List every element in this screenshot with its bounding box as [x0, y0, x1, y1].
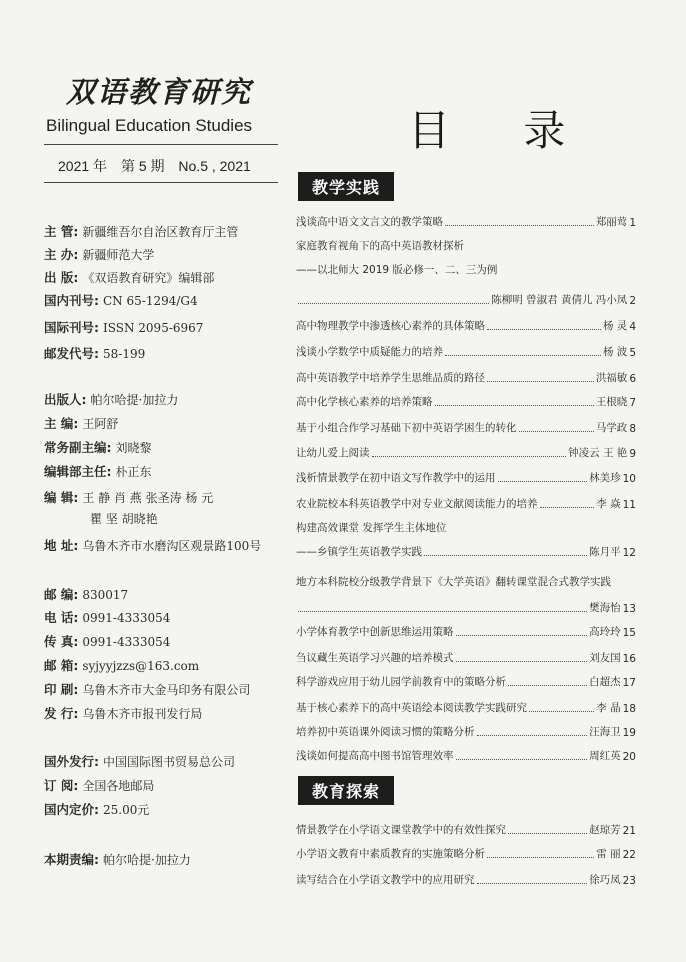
divider [44, 144, 278, 145]
toc-entry [296, 370, 636, 385]
toc-entry-title: 浅谈如何提高高中图书馆管理效率 [296, 750, 454, 762]
issue-en: No.5 , 2021 [178, 158, 251, 174]
toc-leader-dots [487, 329, 601, 330]
toc-entry-title: 情景教学在小学语文课堂教学中的有效性探究 [296, 824, 506, 836]
toc-entry-author: 刘友国 [589, 652, 621, 664]
toc-entry-title: ——以北师大 2019 版必修一、二、三为例 [296, 264, 498, 276]
toc-entry-page: 5 [629, 347, 636, 359]
toc-entry-page: 20 [622, 751, 636, 763]
info-deputy: 常务副主编: 刘晓黎 [44, 440, 152, 455]
info-tel: 电 话: 0991-4333054 [44, 610, 171, 625]
issue-year: 2021 年 [58, 158, 108, 174]
toc-entry-page: 7 [629, 397, 636, 409]
toc-entry-author: 洪福敏 [595, 372, 628, 384]
toc-entry-author: 陈月平 [589, 546, 621, 558]
toc-entry-page: 13 [622, 603, 636, 615]
toc-entry-author: 马学政 [595, 422, 628, 434]
toc-leader-dots [540, 507, 595, 508]
info-dist: 发 行: 乌鲁木齐市报刊发行局 [44, 706, 203, 721]
toc-entry [296, 238, 464, 253]
toc-entry-title: 高中物理教学中渗透核心素养的具体策略 [296, 320, 485, 332]
toc-entry [296, 318, 636, 333]
toc-entry-page: 9 [629, 448, 636, 460]
toc-leader-dots [487, 857, 594, 858]
section-header-teaching-practice: 教学实践 [298, 172, 394, 201]
toc-entry-title: 浅谈高中语文文言文的教学策略 [296, 216, 443, 228]
toc-entry [296, 344, 636, 359]
toc-entry-title: 高中化学核心素养的培养策略 [296, 396, 433, 408]
info-address: 地 址: 乌鲁木齐市水磨沟区观景路100号 [44, 538, 262, 553]
info-director: 编辑部主任: 朴正东 [44, 464, 152, 479]
toc-leader-dots [372, 456, 567, 457]
toc-entry-author: 赵琼芳 [589, 824, 621, 836]
toc-entry-page: 8 [629, 423, 636, 435]
info-sponsor: 主 办: 新疆师范大学 [44, 247, 155, 262]
toc-entry-title: 科学游戏应用于幼儿园学前教育中的策略分析 [296, 676, 506, 688]
toc-entry-page: 16 [622, 653, 636, 665]
toc-entry [296, 420, 636, 435]
info-price: 国内定价: 25.00元 [44, 802, 150, 817]
toc-entry-author: 杨 灵 [602, 320, 628, 332]
toc-entry-author: 李 焱 [596, 498, 621, 510]
toc-entry-page: 10 [622, 473, 636, 485]
toc-entry-page: 19 [622, 727, 636, 739]
toc-entry-author: 杨 波 [602, 346, 628, 358]
toc-entry [296, 724, 636, 739]
toc-entry-page: 15 [622, 627, 636, 639]
info-editors-line2: 瞿 坚 胡晓艳 [90, 512, 158, 526]
toc-leader-dots [508, 833, 587, 834]
toc-leader-dots [456, 661, 588, 662]
toc-entry-author: 王根晓 [595, 396, 628, 408]
issue-line [58, 156, 261, 176]
toc-entry [296, 394, 636, 409]
toc-entry-author: 周红英 [589, 750, 621, 762]
toc-entry [296, 214, 636, 229]
info-zip: 邮 编: 830017 [44, 587, 129, 602]
toc-entry-page: 6 [629, 373, 636, 385]
toc-leader-dots [445, 355, 601, 356]
toc-entry-title: 小学体育教学中创新思维运用策略 [296, 626, 454, 638]
toc-leader-dots [435, 405, 594, 406]
journal-title-en: Bilingual Education Studies [46, 116, 253, 135]
info-issn: 国际刊号: ISSN 2095-6967 [44, 320, 204, 335]
toc-entry-title: 家庭教育视角下的高中英语教材探析 [296, 240, 464, 252]
info-editors: 编 辑: 王 静 肖 燕 张圣涛 杨 元 [44, 490, 214, 505]
toc-entry [296, 496, 636, 511]
toc-heading: 目 录 [408, 106, 596, 155]
toc-entry [296, 872, 636, 887]
info-pubman: 出版人: 帕尔哈提·加拉力 [44, 392, 179, 407]
toc-entry [296, 846, 636, 861]
toc-entry-title: 读写结合在小学语文教学中的应用研究 [296, 874, 475, 886]
toc-entry-title: 基于小组合作学习基础下初中英语学困生的转化 [296, 422, 517, 434]
toc-leader-dots [477, 883, 588, 884]
toc-entry-title: 小学语文教育中素质教育的实施策略分析 [296, 848, 485, 860]
toc-entry [296, 262, 497, 277]
info-email: 邮 箱: syjyyjzzs@163.com [44, 658, 200, 673]
toc-entry-page: 11 [622, 499, 636, 511]
divider [44, 182, 278, 183]
toc-entry [296, 650, 636, 665]
toc-entry-page: 21 [622, 825, 636, 837]
toc-entry [296, 292, 636, 307]
toc-entry-page: 17 [622, 677, 636, 689]
toc-entry-page: 2 [629, 295, 636, 307]
toc-leader-dots [529, 711, 594, 712]
toc-entry-author: 李 晶 [596, 702, 621, 714]
toc-entry-title: 刍议藏生英语学习兴趣的培养模式 [296, 652, 454, 664]
toc-entry-author: 雷 丽 [596, 848, 621, 860]
toc-entry-title: 基于核心素养下的高中英语绘本阅读教学实践研究 [296, 702, 527, 714]
toc-entry [296, 700, 636, 715]
section-header-education-exploration: 教育探索 [298, 776, 394, 805]
toc-leader-dots [508, 685, 587, 686]
toc-entry-title: 构建高效课堂 发挥学生主体地位 [296, 522, 447, 534]
toc-entry-page: 22 [622, 849, 636, 861]
toc-entry-author: 郑丽莺 [595, 216, 628, 228]
toc-entry-title: 农业院校本科英语教学中对专业文献阅读能力的培养 [296, 498, 538, 510]
toc-entry-author: 钟凌云 王 艳 [568, 447, 628, 459]
info-issue-editor: 本期责编: 帕尔哈提·加拉力 [44, 852, 191, 867]
toc-entry-title: 高中英语教学中培养学生思维品质的路径 [296, 372, 485, 384]
toc-entry-page: 12 [622, 547, 636, 559]
toc-entry [296, 520, 446, 535]
info-foreign: 国外发行: 中国国际图书贸易总公司 [44, 754, 236, 769]
toc-entry-title: 让幼儿爱上阅读 [296, 447, 370, 459]
toc-entry-author: 高玲玲 [589, 626, 621, 638]
toc-entry-author: 徐巧凤 [589, 874, 621, 886]
info-print: 印 刷: 乌鲁木齐市大金马印务有限公司 [44, 682, 251, 697]
toc-entry [296, 470, 636, 485]
toc-leader-dots [456, 759, 588, 760]
toc-entry-author: 陈柳明 曾淑君 黄倩儿 冯小凤 [491, 294, 628, 306]
info-supervisor: 主 管: 新疆维吾尔自治区教育厅主管 [44, 224, 239, 239]
toc-leader-dots [424, 555, 587, 556]
issue-number: 第 5 期 [120, 158, 165, 174]
toc-entry [296, 445, 636, 460]
toc-leader-dots [487, 381, 594, 382]
info-order: 订 阅: 全国各地邮局 [44, 778, 155, 793]
toc-leader-dots [445, 225, 594, 226]
toc-entry-title: 地方本科院校分级教学背景下《大学英语》翻转课堂混合式教学实践 [296, 576, 611, 588]
info-editor: 主 编: 王阿舒 [44, 416, 119, 431]
toc-entry [296, 674, 636, 689]
toc-entry [296, 600, 636, 615]
info-fax: 传 真: 0991-4333054 [44, 634, 171, 649]
toc-entry-author: 汪海卫 [589, 726, 621, 738]
toc-entry-title: 培养初中英语课外阅读习惯的策略分析 [296, 726, 475, 738]
info-cn: 国内刊号: CN 65-1294/G4 [44, 293, 198, 308]
toc-entry [296, 574, 611, 589]
toc-entry [296, 624, 636, 639]
info-publisher: 出 版: 《双语教育研究》编辑部 [44, 270, 215, 285]
toc-entry-title: ——乡镇学生英语教学实践 [296, 546, 422, 558]
toc-leader-dots [498, 481, 588, 482]
toc-entry-page: 18 [622, 703, 636, 715]
toc-leader-dots [298, 611, 587, 612]
toc-leader-dots [519, 431, 594, 432]
info-postcode: 邮发代号: 58-199 [44, 346, 146, 361]
toc-entry-page: 23 [622, 875, 636, 887]
toc-entry-title: 浅析情景教学在初中语文写作教学中的运用 [296, 472, 496, 484]
toc-leader-dots [477, 735, 588, 736]
toc-leader-dots [298, 303, 489, 304]
journal-title-cn: 双语教育研究 [66, 75, 253, 109]
toc-entry [296, 822, 636, 837]
toc-entry-title: 浅谈小学数学中质疑能力的培养 [296, 346, 443, 358]
toc-entry-page: 1 [629, 217, 636, 229]
toc-entry-page: 4 [629, 321, 636, 333]
toc-leader-dots [456, 635, 588, 636]
toc-entry [296, 748, 636, 763]
toc-entry [296, 544, 636, 559]
toc-entry-author: 樊海怡 [589, 602, 621, 614]
toc-entry-author: 林美珍 [589, 472, 621, 484]
toc-entry-author: 白超杰 [589, 676, 621, 688]
